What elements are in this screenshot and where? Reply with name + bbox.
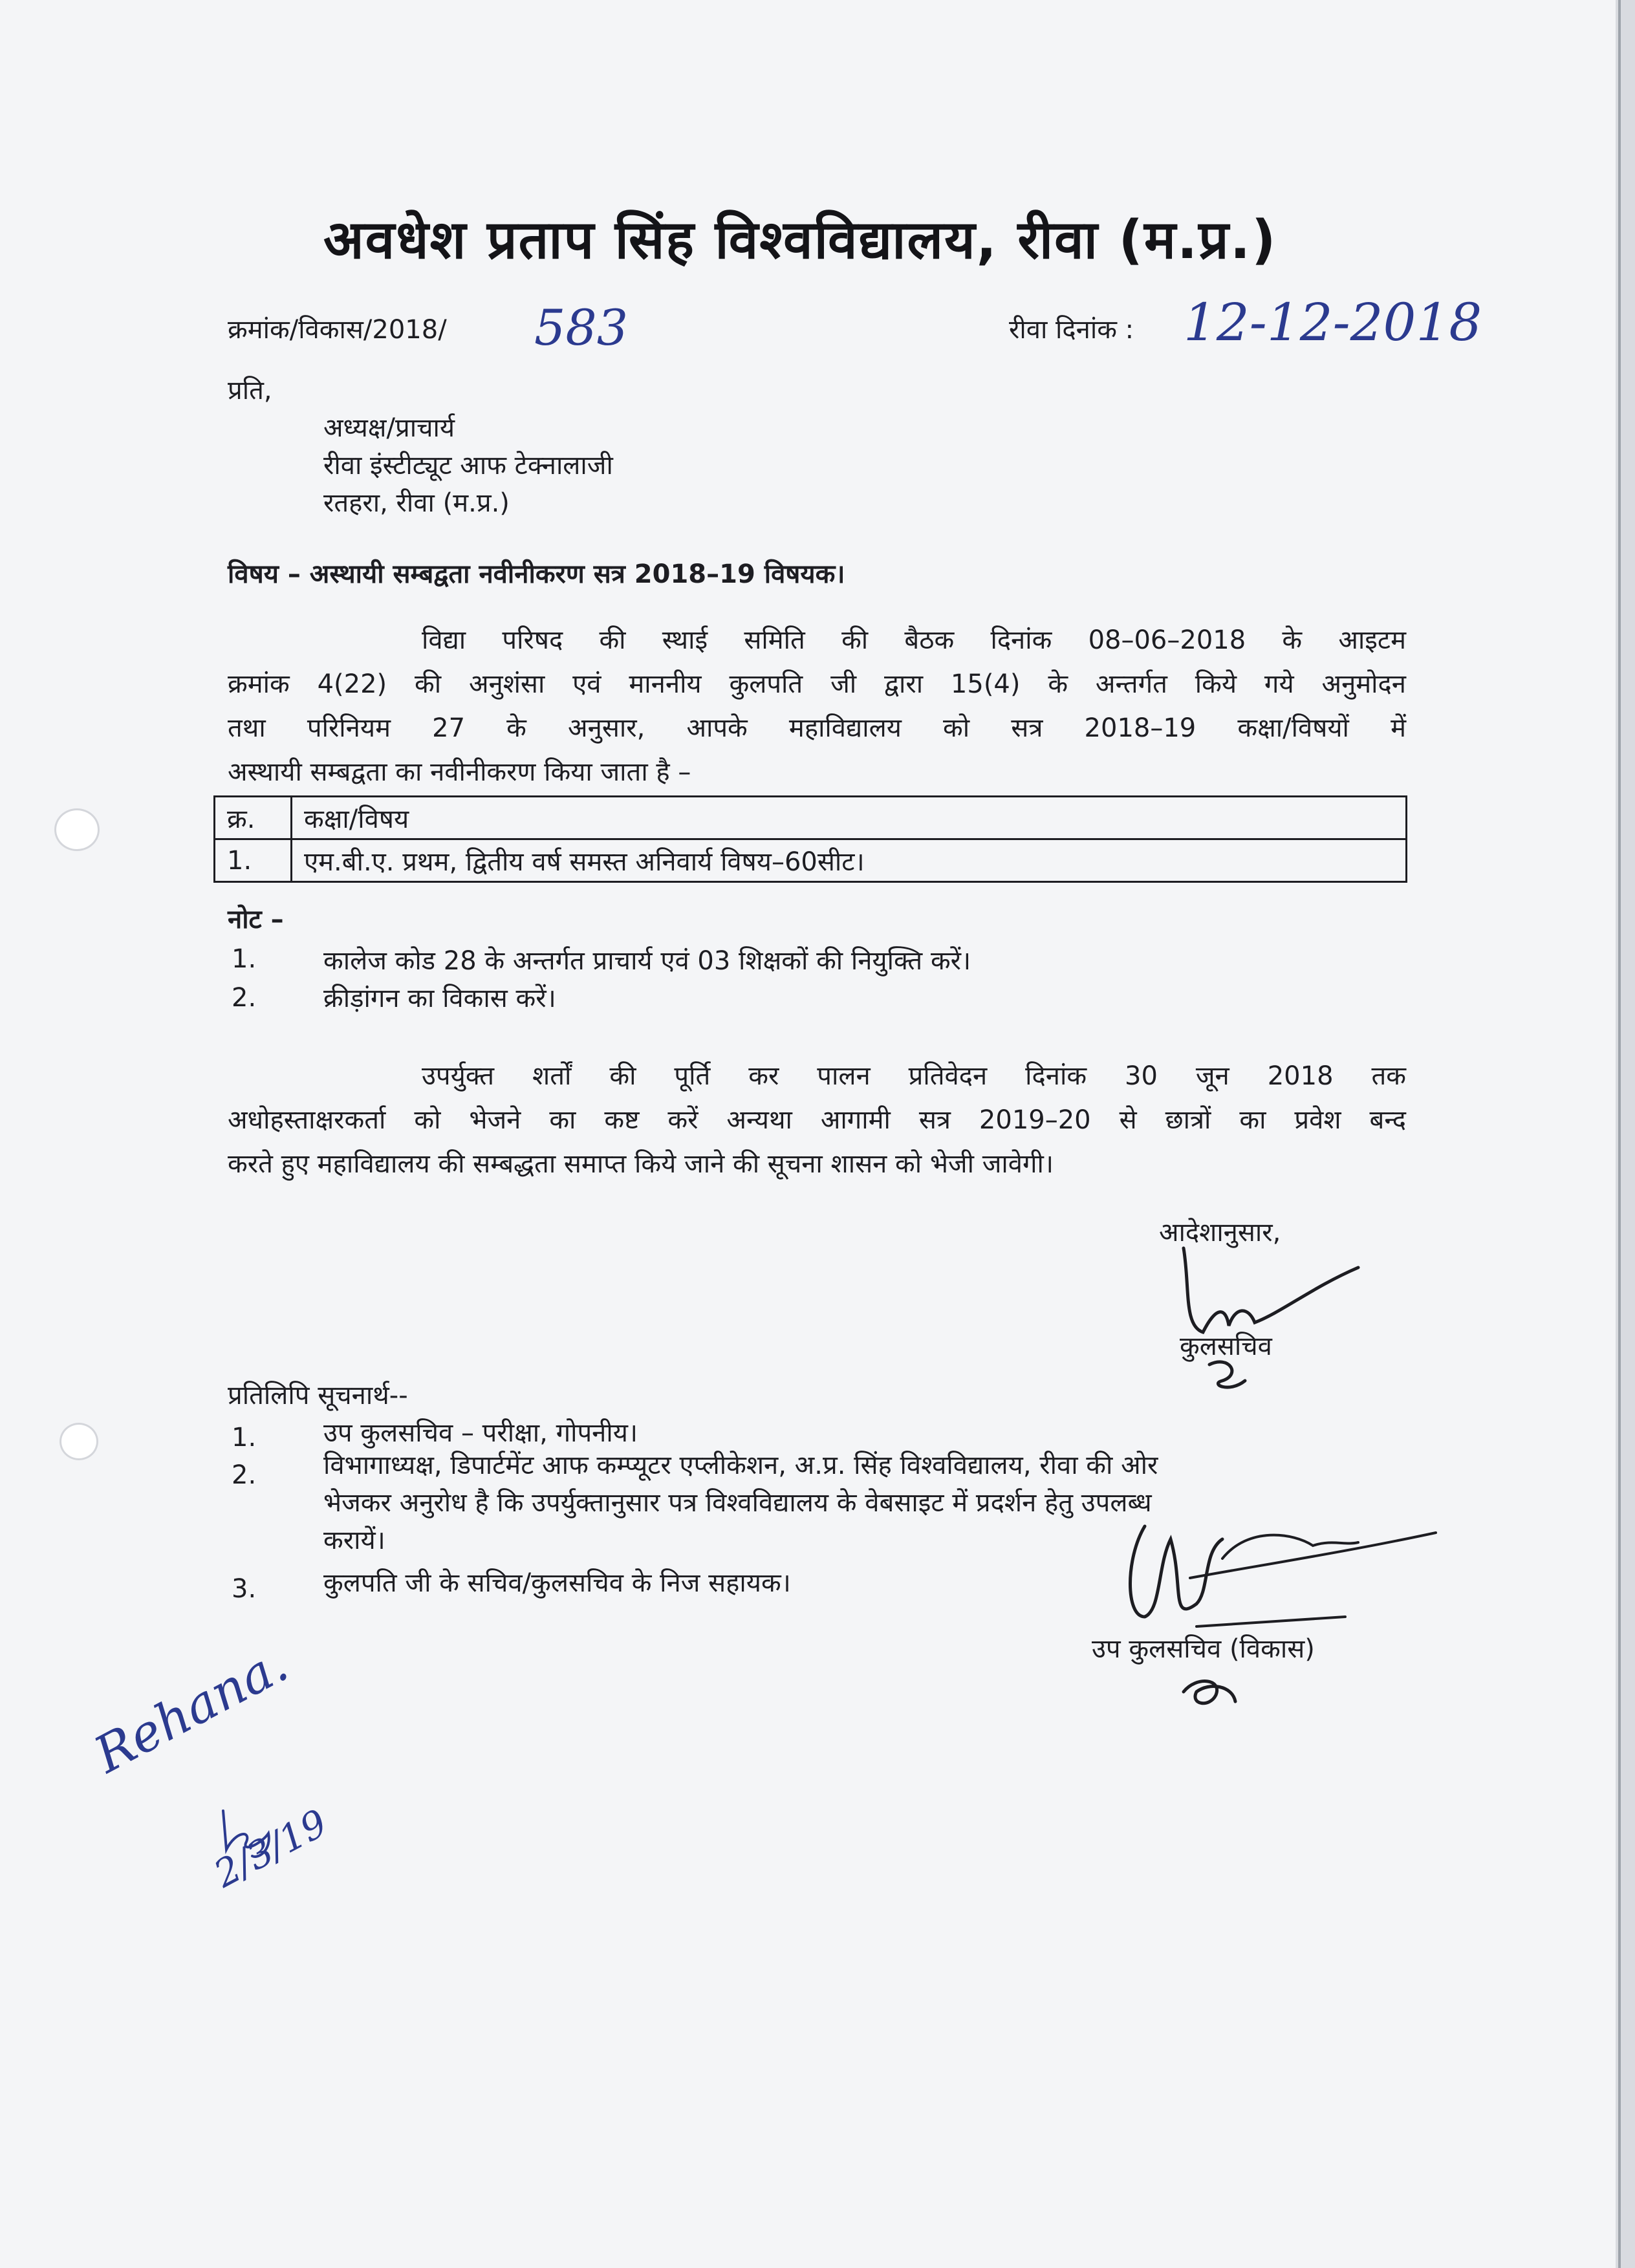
body-paragraph-line: अस्थायी सम्बद्वता का नवीनीकरण किया जाता है – [228,757,691,787]
punch-hole [54,808,100,851]
copy-item-number: 1. [232,1423,257,1453]
reference-prefix: क्रमांक/विकास/2018/ [228,315,447,345]
copy-to-heading: प्रतिलिपि सूचनार्थ-- [228,1381,408,1410]
course-table [213,795,1407,883]
body-paragraph-line: तथा परिनियम 27 के अनुसार, आपके महाविद्यालय को सत्र 2018–19 कक्षा/विषयों में [228,713,1406,743]
subject-line: विषय – अस्थायी सम्बद्वता नवीनीकरण सत्र 2018–19 विषयक। [228,559,845,589]
table-header-cell: कक्षा/विषय [292,797,1407,839]
date-label: रीवा दिनांक : [1009,315,1134,345]
recipient-line: रतहरा, रीवा (म.प्र.) [323,488,510,518]
note-heading: नोट – [228,905,284,934]
handwritten-date: 2/3/19 [207,1800,334,1897]
copy-item-number: 3. [232,1574,257,1604]
registrar-title: कुलसचिव [1180,1332,1272,1361]
scan-edge-line [1618,0,1621,2268]
copy-item-text: कुलपति जी के सचिव/कुलसचिव के निज सहायक। [323,1568,791,1598]
body-paragraph [228,618,1406,794]
compliance-paragraph [228,1054,1406,1186]
compliance-paragraph-line: अधोहस्ताक्षरकर्ता को भेजने का कष्ट करें अन्यथा आगामी सत्र 2019–20 से छात्रों का प्रवेश बन्द [228,1105,1406,1135]
handwritten-name: Rehana. [85,1635,298,1785]
table-row [215,839,1407,882]
date-value: 12-12-2018 [1184,292,1482,352]
copy-item-text: भेजकर अनुरोध है कि उपर्युक्तानुसार पत्र विश्वविद्यालय के वेबसाइट में प्रदर्शन हेतु उपलब्ध [323,1488,1152,1518]
order-text: आदेशानुसार, [1159,1218,1281,1247]
copy-item-text: उप कुलसचिव – परीक्षा, गोपनीय। [323,1418,638,1448]
recipient-line: रीवा इंस्टीट्यूट आफ टेक्नालाजी [323,451,613,481]
note-item-text: कालेज कोड 28 के अन्तर्गत प्राचार्य एवं 03 शिक्षकों की नियुक्ति करें। [323,946,971,976]
compliance-paragraph-line: करते हुए महाविद्यालय की सम्बद्धता समाप्त किये जाने की सूचना शासन को भेजी जावेगी। [228,1149,1054,1179]
copy-item-number: 2. [232,1460,257,1490]
note-item-text: क्रीड़ांगन का विकास करें। [323,984,556,1013]
prati-label: प्रति, [228,376,272,405]
copy-item-text: करायें। [323,1526,385,1555]
deputy-registrar-title: उप कुलसचिव (विकास) [1092,1634,1315,1664]
university-title: अवधेश प्रताप सिंह विश्वविद्यालय, रीवा (म.प्र.) [323,210,1277,271]
table-header-row [215,797,1407,839]
registrar-signature [1164,1235,1378,1410]
deputy-initials-mark [1171,1666,1248,1718]
note-item-number: 1. [232,944,257,974]
deputy-registrar-signature [1099,1487,1462,1649]
table-cell: 1. [215,839,292,882]
punch-hole [60,1423,98,1460]
table-cell: एम.बी.ए. प्रथम, द्वितीय वर्ष समस्त अनिवार्य विषय–60सीट। [292,839,1407,882]
note-item-number: 2. [232,983,257,1013]
recipient-line: अध्यक्ष/प्राचार्य [323,413,455,443]
copy-item-text: विभागाध्यक्ष, डिपार्टमेंट आफ कम्प्यूटर एप्लीकेशन, अ.प्र. सिंह विश्वविद्यालय, रीवा की ओर [323,1451,1158,1480]
reference-number: 583 [534,299,629,356]
body-paragraph-line: विद्या परिषद की स्थाई समिति की बैठक दिनांक 08–06–2018 के आइटम [422,625,1406,655]
table-header-cell: क्र. [215,797,292,839]
compliance-paragraph-line: उपर्युक्त शर्तों की पूर्ति कर पालन प्रतिवेदन दिनांक 30 जून 2018 तक [422,1061,1406,1091]
body-paragraph-line: क्रमांक 4(22) की अनुशंसा एवं माननीय कुलपति जी द्वारा 15(4) के अन्तर्गत किये गये अनुमोदन [228,669,1406,699]
